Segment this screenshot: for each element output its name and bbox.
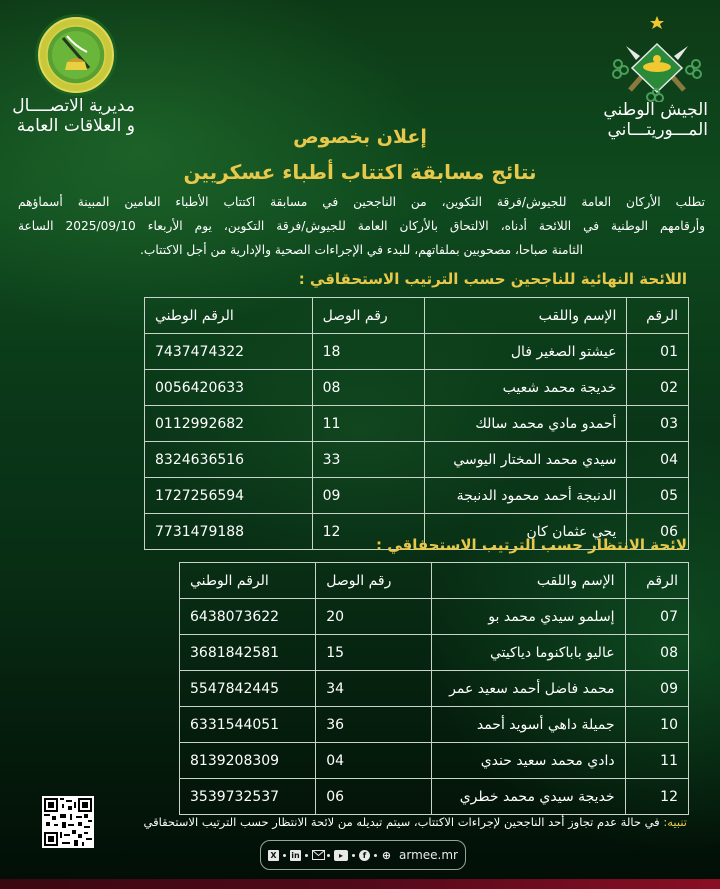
waiting-list-table — [179, 562, 689, 815]
notice-label: تنبيه: — [663, 815, 687, 829]
cell-name: دادي محمد سعيد حندي — [431, 743, 625, 779]
cell-number: 08 — [625, 635, 688, 671]
final-list-table — [144, 297, 689, 550]
cell-number: 02 — [627, 370, 689, 406]
column-header-receipt: رقم الوصل — [316, 563, 431, 599]
table-row — [180, 635, 689, 671]
separator-dot — [283, 854, 286, 857]
cell-name: محمد فاضل أحمد سعيد عمر — [431, 671, 625, 707]
column-header-receipt: رقم الوصل — [312, 298, 424, 334]
table-row — [180, 707, 689, 743]
cell-receipt: 06 — [316, 779, 431, 815]
cell-name: خديجة سيدي محمد خطري — [431, 779, 625, 815]
table-row — [180, 671, 689, 707]
table-row — [145, 406, 689, 442]
mail-icon[interactable] — [312, 850, 323, 861]
column-header-name: الإسم واللقب — [424, 298, 627, 334]
waiting-list-heading: لائحة الانتظار حسب الترتيب الاستحقاقي : — [375, 536, 687, 554]
cell-national-id: 3681842581 — [180, 635, 316, 671]
column-header-number: الرقم — [625, 563, 688, 599]
cell-national-id: 6438073622 — [180, 599, 316, 635]
bottom-color-strip — [0, 879, 720, 889]
cell-national-id: 5547842445 — [180, 671, 316, 707]
x-icon[interactable]: X — [268, 850, 279, 861]
linkedin-icon[interactable]: in — [291, 850, 300, 860]
table-row — [180, 599, 689, 635]
cell-name: سيدي محمد المختار اليوسي — [424, 442, 627, 478]
cell-national-id: 7437474322 — [145, 334, 313, 370]
notice-body: في حالة عدم تجاوز أحد الناجحين لإجراءات الاكتتاب، سيتم تبديله من لائحة الانتظار حسب الترتيب الاستحقاقي — [143, 815, 664, 829]
column-header-national-id: الرقم الوطني — [145, 298, 313, 334]
website-link[interactable]: armee.mr — [399, 848, 458, 862]
column-header-number: الرقم — [627, 298, 689, 334]
directorate-name-line2: و العلاقات العامة — [16, 116, 135, 136]
cell-name: عاليو باباكنوما دياكيتي — [431, 635, 625, 671]
cell-national-id: 6331544051 — [180, 707, 316, 743]
cell-name: أحمدو مادي محمد سالك — [424, 406, 627, 442]
army-name-line2: المـــوريتـــاني — [607, 120, 708, 140]
table-row — [145, 334, 689, 370]
column-header-name: الإسم واللقب — [431, 563, 625, 599]
separator-dot — [305, 854, 308, 857]
intro-line-3: الثامنة صباحا، مصحوبين بملفاتهم، للبدء في الإجراءات الصحية والإدارية من أجل الاكتتاب. — [140, 243, 583, 257]
table-header-row — [145, 298, 689, 334]
table-row — [145, 478, 689, 514]
notice-text — [144, 815, 688, 829]
cell-name: عيشتو الصغير فال — [424, 334, 627, 370]
army-name-line1: الجيش الوطني — [603, 100, 708, 120]
cell-receipt: 36 — [316, 707, 431, 743]
directorate-name-line1: مديرية الاتصــــال — [12, 96, 135, 116]
cell-number: 11 — [625, 743, 688, 779]
cell-number: 01 — [627, 334, 689, 370]
cell-national-id: 0112992682 — [145, 406, 313, 442]
cell-receipt: 09 — [312, 478, 424, 514]
cell-receipt: 34 — [316, 671, 431, 707]
cell-receipt: 20 — [316, 599, 431, 635]
table-row — [180, 779, 689, 815]
cell-receipt: 11 — [312, 406, 424, 442]
cell-name: إسلمو سيدي محمد بو — [431, 599, 625, 635]
qr-code-icon[interactable] — [42, 796, 94, 848]
intro-line-1: تطلب الأركان العامة للجيوش/فرقة التكوين، من الناجحين في مسابقة اكتتاب الأطباء العامين المبينة أسماؤهم — [18, 195, 705, 209]
youtube-icon[interactable]: ▸ — [334, 850, 348, 861]
separator-dot — [352, 854, 355, 857]
cell-name: الدنبجة أحمد محمود الدنبجة — [424, 478, 627, 514]
cell-receipt: 18 — [312, 334, 424, 370]
cell-national-id: 0056420633 — [145, 370, 313, 406]
table-row — [145, 370, 689, 406]
cell-national-id: 3539732537 — [180, 779, 316, 815]
cell-national-id: 8139208309 — [180, 743, 316, 779]
cell-number: 09 — [625, 671, 688, 707]
cell-receipt: 15 — [316, 635, 431, 671]
army-emblem-logo — [604, 10, 714, 102]
column-header-national-id: الرقم الوطني — [180, 563, 316, 599]
cell-number: 06 — [627, 514, 689, 550]
globe-icon: ⊕ — [381, 848, 392, 862]
cell-national-id: 7731479188 — [145, 514, 313, 550]
cell-national-id: 1727256594 — [145, 478, 313, 514]
table-row — [145, 442, 689, 478]
cell-receipt: 04 — [316, 743, 431, 779]
cell-receipt: 33 — [312, 442, 424, 478]
cell-name: خديجة محمد شعيب — [424, 370, 627, 406]
cell-receipt: 12 — [312, 514, 424, 550]
cell-name: يحي عثمان كان — [424, 514, 627, 550]
social-links-bar — [260, 840, 466, 870]
cell-number: 05 — [627, 478, 689, 514]
cell-number: 04 — [627, 442, 689, 478]
table-row — [180, 743, 689, 779]
cell-number: 10 — [625, 707, 688, 743]
cell-number: 12 — [625, 779, 688, 815]
facebook-icon[interactable]: f — [359, 850, 370, 861]
intro-paragraph — [18, 190, 705, 262]
cell-name: جميلة داهي أسويد أحمد — [431, 707, 625, 743]
separator-dot — [374, 854, 377, 857]
cell-national-id: 8324636516 — [145, 442, 313, 478]
announcement-title: إعلان بخصوص — [293, 126, 427, 148]
cell-number: 03 — [627, 406, 689, 442]
cell-receipt: 08 — [312, 370, 424, 406]
announcement-subtitle: نتائج مسابقة اكتتاب أطباء عسكريين — [183, 160, 537, 184]
table-header-row — [180, 563, 689, 599]
cell-number: 07 — [625, 599, 688, 635]
final-list-heading: اللائحة النهائية للناجحين حسب الترتيب الاستحقاقي : — [298, 270, 687, 288]
directorate-emblem-logo — [31, 12, 121, 98]
separator-dot — [327, 854, 330, 857]
intro-line-2: وأرقامهم الوطنية في اللائحة أدناه، الالتحاق بالأركان العامة للجيوش/فرقة التكوين، يوم الأربعاء 2025/09/10 الساعة — [18, 219, 705, 233]
